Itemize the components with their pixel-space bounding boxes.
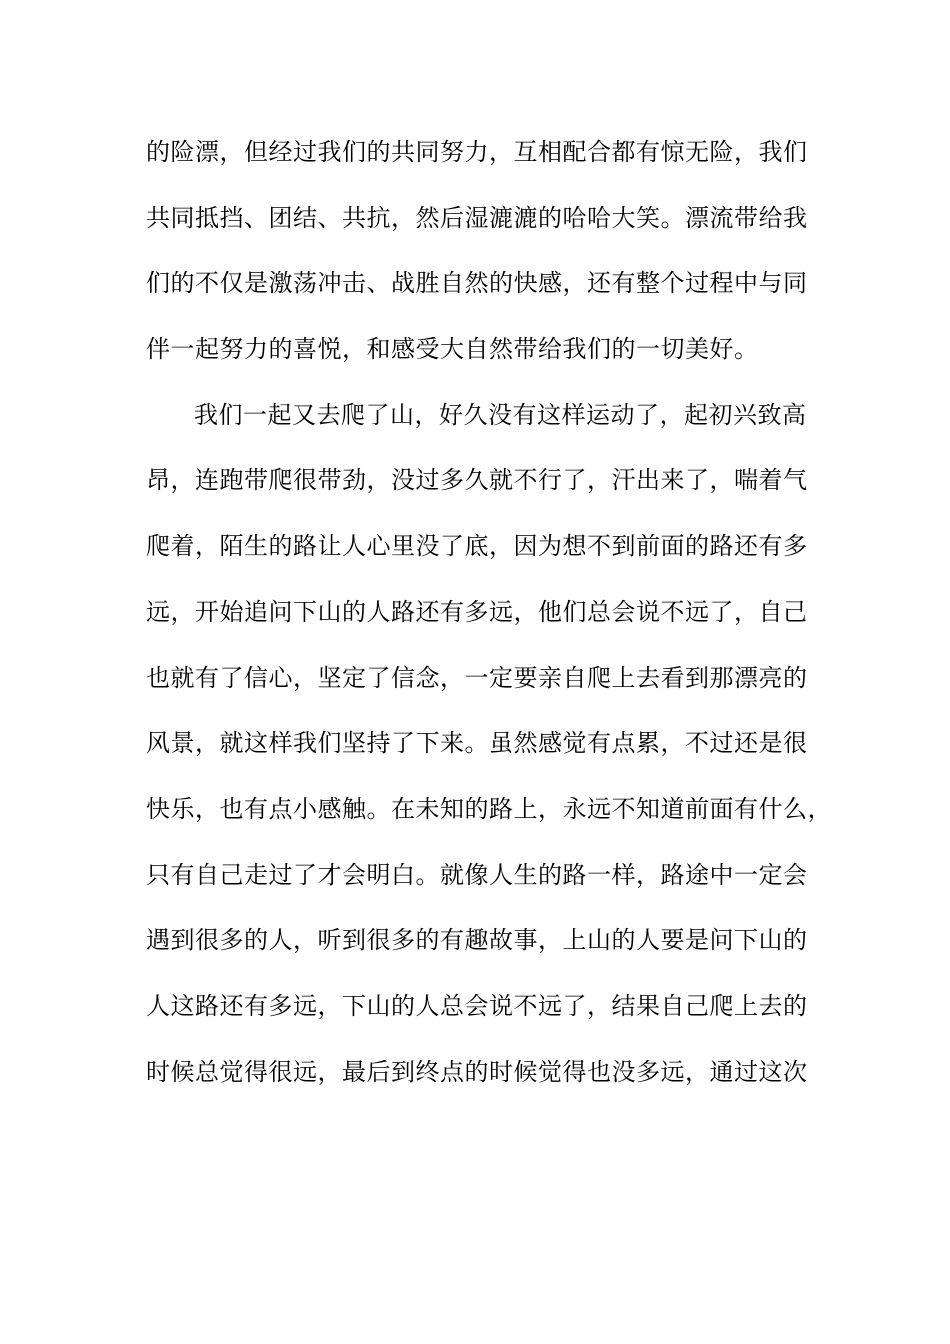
text-line: 的险漂，但经过我们的共同努力，互相配合都有惊无险，我们 — [146, 138, 808, 166]
text-line: 们的不仅是激荡冲击、战胜自然的快感，还有整个过程中与同 — [146, 269, 808, 298]
text-line: 人这路还有多远，下山的人总会说不远了，结果自己爬上去的 — [146, 991, 808, 1020]
text-line: 风景，就这样我们坚持了下来。虽然感觉有点累，不过还是很 — [146, 729, 808, 758]
body-text — [146, 127, 832, 1112]
text-line: 伴一起努力的喜悦，和感受大自然带给我们的一切美好。 — [146, 335, 759, 364]
text-line: 只有自己走过了才会明白。就像人生的路一样，路途中一定会 — [146, 860, 808, 889]
text-line: 时候总觉得很远，最后到终点的时候觉得也没多远，通过这次 — [146, 1057, 808, 1086]
text-line: 快乐，也有点小感触。在未知的路上，永远不知道前面有什么， — [146, 794, 832, 823]
text-line: 昂，连跑带爬很带劲，没过多久就不行了，汗出来了，喘着气 — [146, 466, 808, 495]
text-line: 爬着，陌生的路让人心里没了底，因为想不到前面的路还有多 — [146, 532, 808, 561]
text-line: 也就有了信心，坚定了信念，一定要亲自爬上去看到那漂亮的 — [146, 663, 808, 692]
text-line: 远，开始追问下山的人路还有多远，他们总会说不远了，自己 — [146, 597, 808, 626]
text-line: 共同抵挡、团结、共抗，然后湿漉漉的哈哈大笑。漂流带给我 — [146, 203, 808, 232]
paragraph-start-line: 我们一起又去爬了山，好久没有这样运动了，起初兴致高 — [194, 400, 807, 429]
text-line: 遇到很多的人，听到很多的有趣故事，上山的人要是问下山的 — [146, 926, 808, 955]
